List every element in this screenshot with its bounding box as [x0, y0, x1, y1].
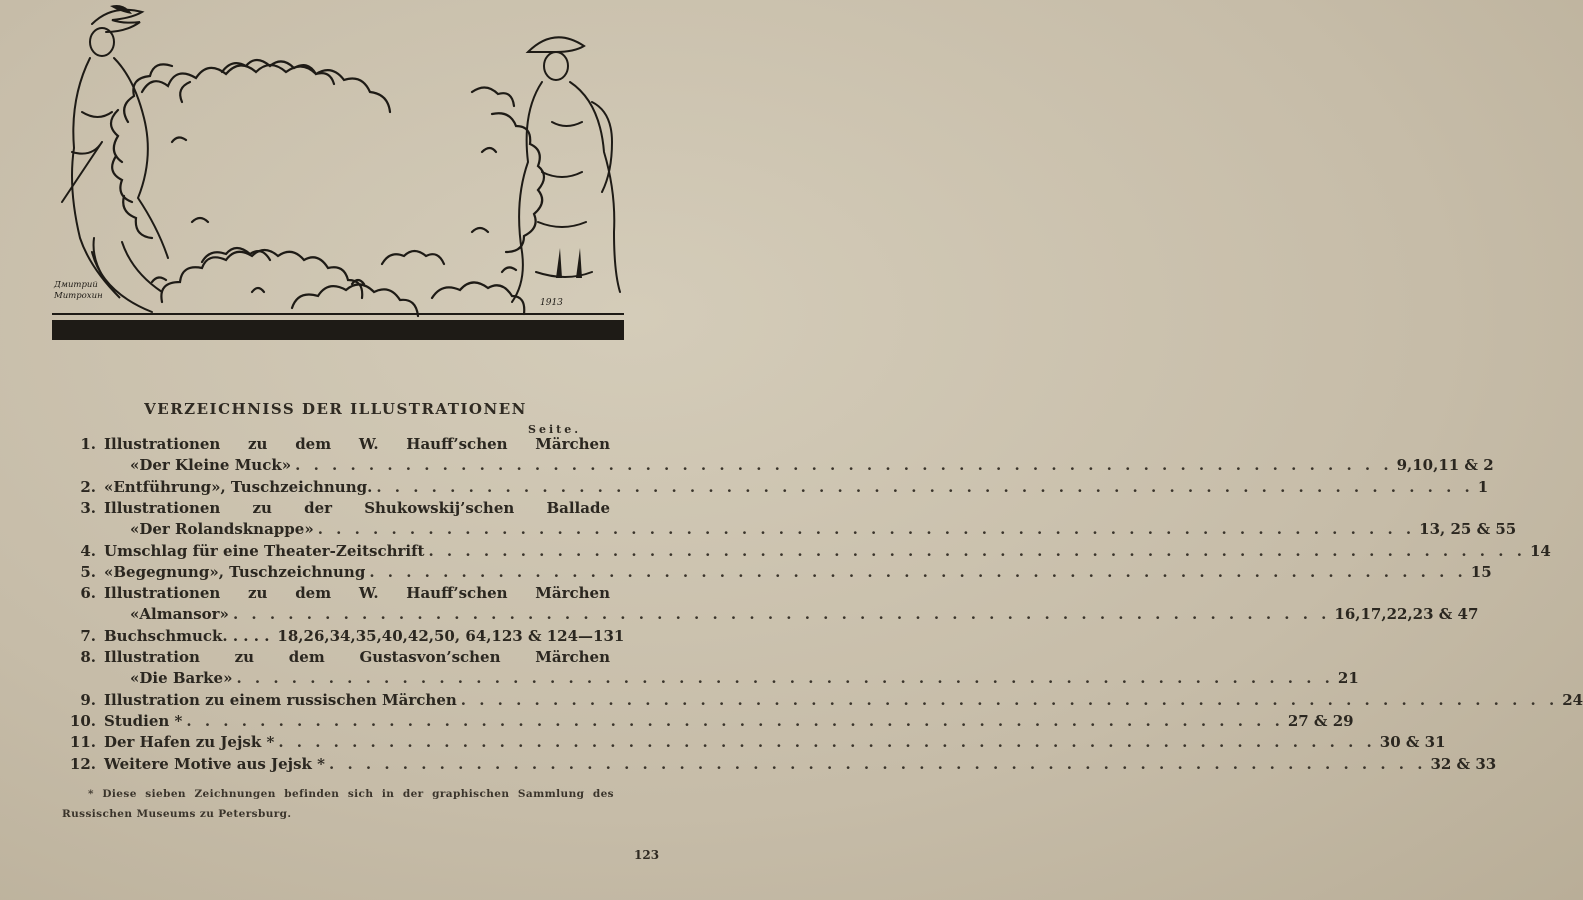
entry-number: 7.: [80, 626, 96, 645]
entry-title: Illustration zu dem Gustasvon’schen Märchen: [104, 648, 610, 666]
dot-leader: . . . . . . . . . . . . . . . . . . . . . . . . . . . . . . . . . . . . . . . . . . . . . . . . . . . . . . . . . . . .: [428, 541, 1526, 560]
dot-leader: . . . . . . . . . . . . . . . . . . . . . . . . . . . . . . . . . . . . . . . . . . . . . . . . . . . . . . . . . . . .: [278, 733, 1376, 752]
list-item: [104, 648, 610, 670]
page-title: VERZEICHNISS DER ILLUSTRATIONEN: [144, 400, 527, 418]
entry-number: 4.: [80, 541, 96, 560]
list-item: [130, 669, 1359, 691]
entry-title: «Entführung», Tuschzeichnung.: [104, 477, 373, 496]
entry-number: 6.: [80, 584, 96, 603]
entry-title: Weitere Motive aus Jejsk *: [104, 754, 325, 773]
dot-leader: . . . . . . . . . . . . . . . . . . . . . . . . . . . . . . . . . . . . . . . . . . . . . . . . . . . . . . . . . . . .: [369, 562, 1467, 581]
entry-number: 9.: [80, 690, 96, 709]
entry-pages: 18,26,34,35,40,42,50, 64,123 & 124—131: [277, 626, 625, 645]
entry-pages: 14: [1529, 541, 1551, 560]
entry-pages: 16,17,22,23 & 47: [1334, 605, 1479, 624]
entry-number: 11.: [69, 733, 96, 752]
entry-number: 1.: [80, 435, 96, 453]
entry-pages: 13, 25 & 55: [1419, 520, 1517, 539]
entry-number: 3.: [80, 498, 96, 517]
entry-title: Illustrationen zu der Shukowskij’schen Ballade: [104, 498, 610, 517]
entry-pages: 24: [1562, 690, 1583, 709]
entry-title: «Der Kleine Muck»: [130, 456, 292, 475]
list-item: [104, 626, 625, 649]
list-item: [104, 435, 610, 457]
list-item: [130, 456, 1494, 478]
list-item: [130, 605, 1479, 627]
list-item: [104, 499, 610, 521]
dot-leader: . . . . . . . . . . . . . . . . . . . . . . . . . . . . . . . . . . . . . . . . . . . . . . . . . . . . . . . . . . . .: [329, 754, 1427, 773]
dot-leader: . . . . . . . . . . . . . . . . . . . . . . . . . . . . . . . . . . . . . . . . . . . . . . . . . . . . . . . . . . . .: [317, 520, 1416, 539]
page-column-header: Seite.: [528, 423, 582, 436]
list-item: [104, 711, 1354, 734]
entry-title: Illustrationen zu dem W. Hauff’schen Märchen: [104, 584, 610, 603]
list-item: [104, 562, 1492, 585]
entry-title: Umschlag für eine Theater-Zeitschrift: [104, 541, 425, 560]
list-item: [104, 733, 1446, 755]
dot-leader: . . . . . . . . . . . . . . . . . . . . . . . . . . . . . . . . . . . . . . . . . . . . . . . . . . . . . . . . . . . .: [460, 690, 1559, 709]
page-number: 123: [634, 848, 660, 862]
list-item: [104, 690, 1583, 713]
illustration-signature: Дмитрий Митрохин: [54, 280, 103, 301]
illustration-year: 1913: [540, 298, 563, 308]
entry-number: 10.: [69, 711, 96, 730]
entry-pages: 9,10,11 & 2: [1396, 456, 1494, 475]
list-item: [130, 520, 1517, 542]
entry-pages: 15: [1470, 562, 1492, 581]
entry-title: Buchschmuck. . . . .: [104, 626, 270, 645]
entry-title: Der Hafen zu Jejsk *: [104, 733, 275, 752]
entry-title: «Die Barke»: [130, 669, 233, 688]
list-item: [104, 584, 610, 606]
dot-leader: . . . . . . . . . . . . . . . . . . . . . . . . . . . . . . . . . . . . . . . . . . . . . . . . . . . . . . . . . . . .: [186, 711, 1284, 730]
entry-title: «Der Rolandsknappe»: [130, 520, 314, 539]
dot-leader: . . . . . . . . . . . . . . . . . . . . . . . . . . . . . . . . . . . . . . . . . . . . . . . . . . . . . . . . . . . .: [295, 456, 1393, 475]
entry-pages: 27 & 29: [1287, 711, 1354, 730]
entry-pages: 1: [1477, 477, 1489, 496]
entry-pages: 32 & 33: [1430, 754, 1497, 773]
list-item: [104, 477, 1489, 500]
entry-pages: 21: [1337, 669, 1359, 688]
dot-leader: . . . . . . . . . . . . . . . . . . . . . . . . . . . . . . . . . . . . . . . . . . . . . . . . . . . . . . . . . . . .: [232, 605, 1331, 624]
dot-leader: . . . . . . . . . . . . . . . . . . . . . . . . . . . . . . . . . . . . . . . . . . . . . . . . . . . . . . . . . . . .: [376, 477, 1474, 496]
entry-title: «Begegnung», Tuschzeichnung: [104, 562, 366, 581]
entry-title: Illustrationen zu dem W. Hauff’schen Märchen: [104, 435, 610, 453]
entry-number: 2.: [80, 477, 96, 496]
entry-title: «Almansor»: [130, 605, 229, 624]
dot-leader: . . . . . . . . . . . . . . . . . . . . . . . . . . . . . . . . . . . . . . . . . . . . . . . . . . . . . . . . . . . .: [236, 669, 1334, 688]
entry-title: Studien *: [104, 711, 183, 730]
footnote-line-2: Russischen Museums zu Petersburg.: [62, 808, 292, 820]
list-item: [104, 541, 1551, 564]
header-vignette-illustration: [52, 2, 624, 340]
footnote: [62, 784, 614, 824]
entry-pages: 30 & 31: [1379, 733, 1446, 752]
entry-number: 12.: [69, 754, 96, 773]
entry-number: 8.: [80, 648, 96, 666]
entry-number: 5.: [80, 562, 96, 581]
entry-title: Illustration zu einem russischen Märchen: [104, 690, 457, 709]
footnote-line-1: * Diese sieben Zeichnungen befinden sich in der graphischen Sammlung des: [88, 788, 614, 800]
list-item: [104, 754, 1497, 777]
